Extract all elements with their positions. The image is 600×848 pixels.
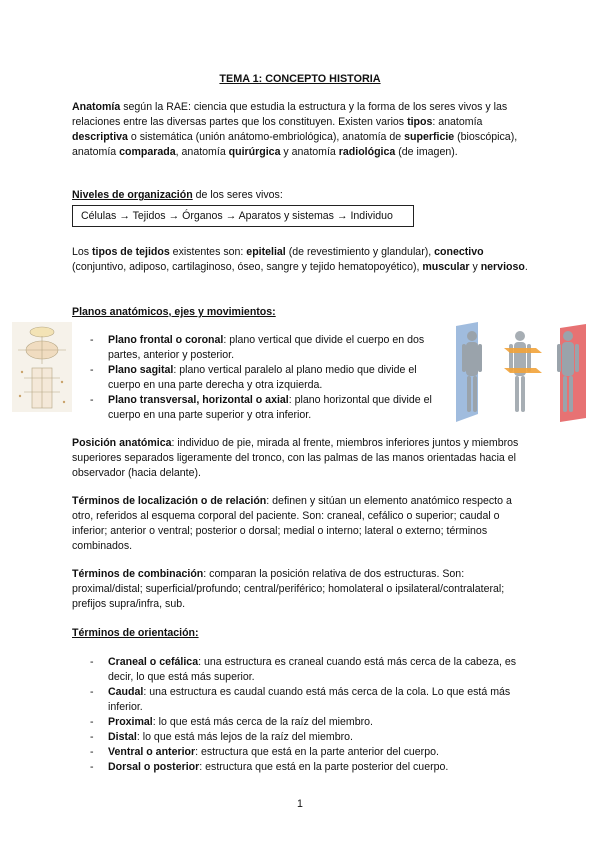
page-number: 1 [297, 798, 303, 810]
list-item: - Ventral o anterior: estructura que está en la parte anterior del cuerpo. [90, 746, 439, 758]
orientacion-heading: Términos de orientación: [72, 627, 199, 639]
list-item: - Proximal: lo que está más cerca de la raíz del miembro. [90, 716, 373, 728]
tejidos-paragraph: Los tipos de tejidos existentes son: epitelial (de revestimiento y glandular), conectivo (conjuntivo, adiposo, cartilaginoso, óseo, sangre y tejido hematopoyético), muscular y nervioso. [72, 246, 528, 273]
list-item: - Plano frontal o coronal: plano vertical que divide el cuerpo en dos partes, anterior y posterior. [90, 334, 425, 361]
list-item: - Plano transversal, horizontal o axial: plano horizontal que divide el cuerpo en una parte superior y otra inferior. [90, 394, 432, 421]
planos-heading: Planos anatómicos, ejes y movimientos: [72, 306, 276, 318]
combinacion-paragraph: Términos de combinación: comparan la posición relativa de dos estructuras. Son: proximal/distal; superficial/profundo; central/periférico; homolateral o ipsilateral/contralateral; prefijos supra/infra, sub. [72, 568, 505, 610]
niveles-heading: Niveles de organización de los seres vivos: [72, 189, 283, 201]
list-item: - Plano sagital: plano vertical paralelo al plano medio que divide el cuerpo en una parte derecha y otra izquierda. [90, 364, 417, 391]
body-planes-illustration [452, 322, 590, 422]
list-item: - Distal: lo que está más lejos de la raíz del miembro. [90, 731, 353, 743]
niveles-box: Células → Tejidos → Órganos → Aparatos y sistemas → Individuo [72, 205, 414, 227]
list-item: - Craneal o cefálica: una estructura es craneal cuando está más cerca de la cabeza, es decir, lo que está más superior. [90, 656, 517, 683]
list-item: - Caudal: una estructura es caudal cuando está más cerca de la cola. Lo que está más inferior. [90, 686, 511, 713]
planes-diagram-illustration [12, 322, 72, 412]
planos-list [90, 333, 438, 423]
orientacion-list [90, 655, 528, 775]
anatomia-term: Anatomía [72, 101, 121, 113]
page-title: TEMA 1: CONCEPTO HISTORIA [219, 73, 381, 85]
list-item: - Dorsal o posterior: estructura que está en la parte posterior del cuerpo. [90, 761, 449, 773]
anatomia-paragraph: Anatomía según la RAE: ciencia que estudia la estructura y la forma de los seres vivos y las relaciones entre las diversas partes que los constituyen. Existen varios tipos: anatomía descriptiva o sistemática (unión anátomo-embriológica), anatomía de superficie (bioscópica), anatomía comparada, anatomía quirúrgica y anatomía radiológica (de imagen). [72, 101, 518, 158]
posicion-paragraph: Posición anatómica: individuo de pie, mirada al frente, miembros inferiores juntos y miembros superiores separados ligeramente del tronco, con las palmas de las manos orientadas hacia el observador (hacia delante). [72, 437, 519, 479]
localizacion-paragraph: Términos de localización o de relación: definen y sitúan un elemento anatómico respecto a otro, referidos al esquema corporal del paciente. Son: craneal, cefálico o superior; caudal o inferior; anterior o ventral; posterior o dorsal; medial o interno; lateral o externo; términos combinados. [72, 495, 512, 552]
